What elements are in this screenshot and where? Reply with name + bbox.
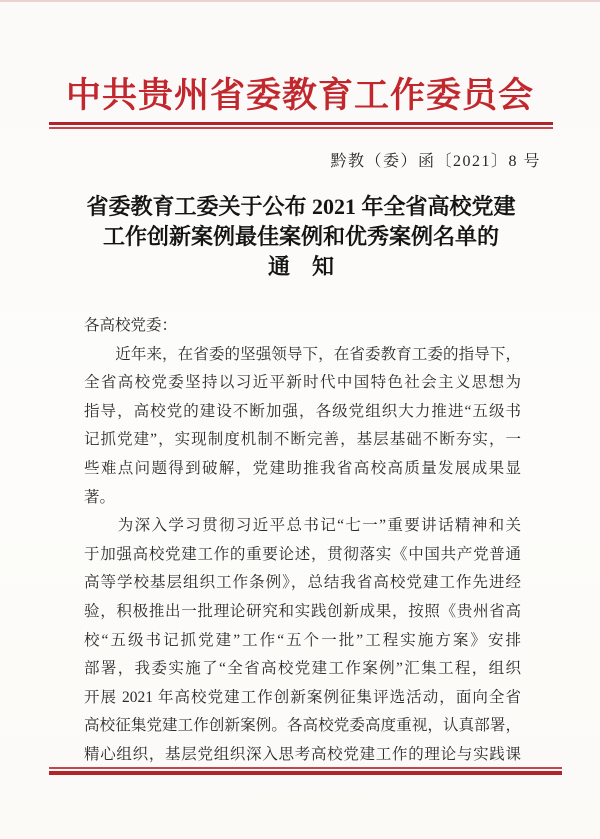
body-text-line: 全省高校党委坚持以习近平新时代中国特色社会主义思想为: [84, 374, 521, 392]
header-rule-thin-line: [49, 127, 553, 129]
body-text-line: 开展 2021 年高校党建工作创新案例征集评选活动，面向全省: [84, 688, 521, 706]
body-text-line: 精心组织，基层党组织深入思考高校党建工作的理论与实践课: [84, 745, 521, 763]
body-text-line: 近年来，在省委的坚强领导下，在省委教育工委的指导下，: [84, 345, 521, 363]
body-text-line: 为深入学习贯彻习近平总书记“七一”重要讲话精神和关: [84, 517, 521, 535]
body-text-line: 部署，我委实施了“全省高校党建工作案例”汇集工程，组织: [84, 660, 521, 678]
body-text-line: 于加强高校党建工作的重要论述，贯彻落实《中国共产党普通: [84, 545, 521, 563]
bottom-red-separator: [49, 767, 562, 775]
document-title-line-1: 省委教育工委关于公布 2021 年全省高校党建: [86, 194, 516, 219]
document-title-line-3: 通 知: [267, 254, 334, 279]
header-red-separator: [49, 122, 553, 129]
document-number: 黔教（委）函〔2021〕8 号: [330, 153, 541, 170]
body-text-line: 著。: [84, 488, 116, 506]
scan-artifact-top-edge: [0, 0, 600, 2]
document-body: [84, 312, 521, 770]
body-text-line: 高等学校基层组织工作条例》，总结我省高校党建工作先进经: [84, 574, 521, 592]
bottom-rule-thick-line: [49, 771, 562, 775]
body-text-line: 记抓党建”，实现制度机制不断完善，基层基础不断夯实，一: [84, 431, 521, 449]
salutation: 各高校党委：: [84, 317, 178, 334]
body-text-line: 指导，高校党的建设不断加强，各级党组织大力推进“五级书: [84, 402, 521, 420]
issuing-org-title: 中共贵州省委教育工作委员会: [65, 76, 534, 115]
body-text-line: 高校征集党建工作创新案例。各高校党委高度重视，认真部署，: [84, 717, 521, 735]
body-text-line: 验，积极推出一批理论研究和实践创新成果，按照《贵州省高: [84, 602, 521, 620]
body-text-line: 些难点问题得到破解，党建助推我省高校高质量发展成果显: [84, 459, 521, 477]
document-title: [82, 192, 520, 282]
document-title-line-2: 工作创新案例最佳案例和优秀案例名单的: [102, 224, 499, 249]
body-text-line: 校“五级书记抓党建”工作“五个一批”工程实施方案》安排: [84, 631, 521, 649]
